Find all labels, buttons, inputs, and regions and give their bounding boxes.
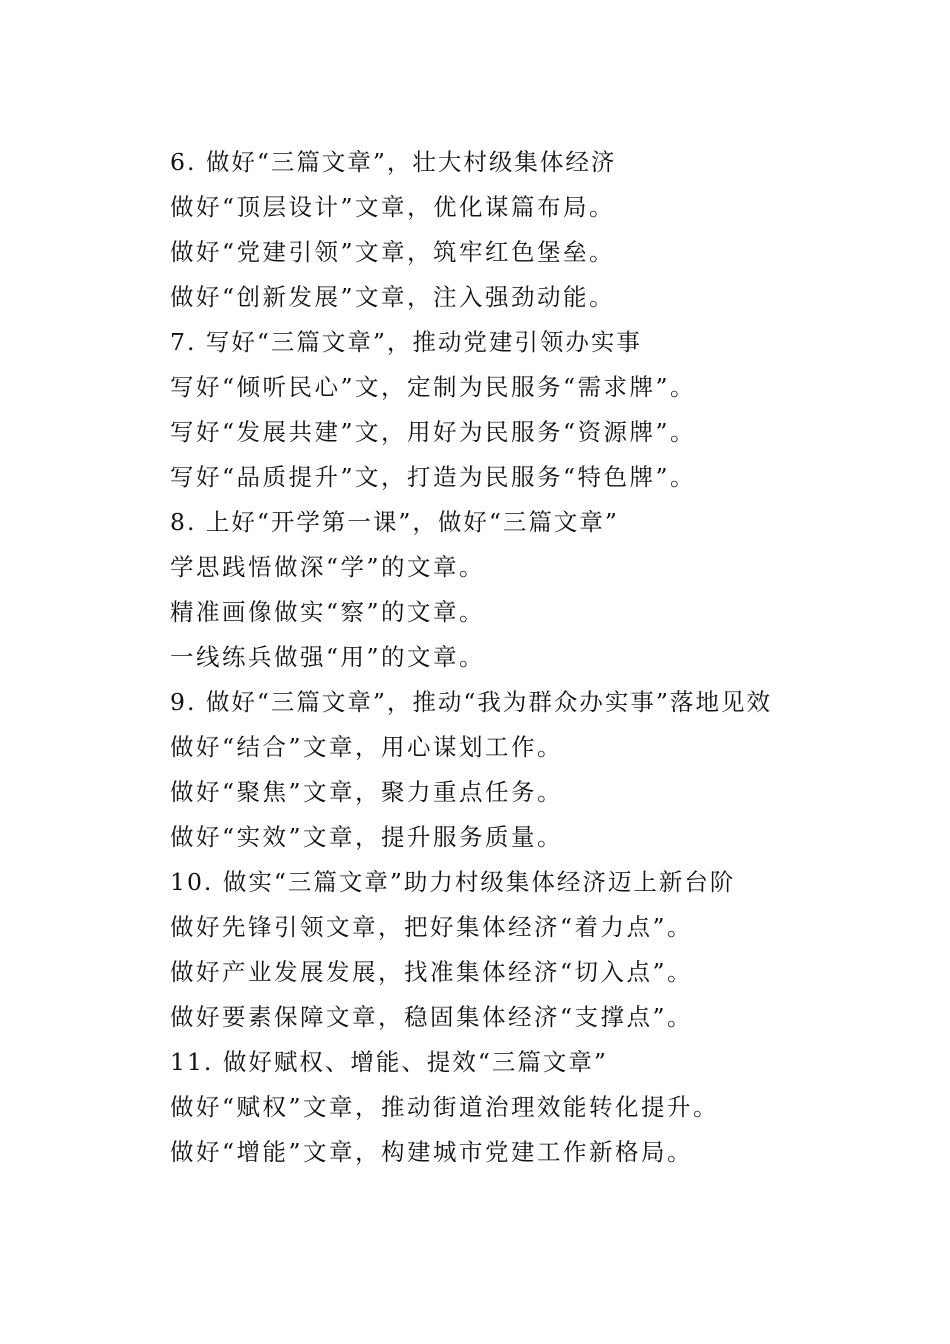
paragraph-line: 精准画像做实“察”的文章。 — [170, 598, 486, 626]
section-heading-11: 11. 做好赋权、增能、提效“三篇文章” — [170, 1048, 608, 1076]
paragraph-line: 做好“增能”文章，构建城市党建工作新格局。 — [170, 1138, 694, 1166]
paragraph-line: 做好“赋权”文章，推动街道治理效能转化提升。 — [170, 1093, 720, 1121]
section-heading-6: 6. 做好“三篇文章”，壮大村级集体经济 — [170, 148, 617, 176]
document-body — [170, 140, 870, 1175]
paragraph-line: 做好“顶层设计”文章，优化谋篇布局。 — [170, 193, 616, 221]
paragraph-line: 写好“品质提升”文，打造为民服务“特色牌”。 — [170, 463, 697, 491]
section-heading-8: 8. 上好“开学第一课”，做好“三篇文章” — [170, 508, 619, 536]
section-heading-9: 9. 做好“三篇文章”，推动“我为群众办实事”落地见效 — [170, 688, 772, 716]
section-heading-10: 10. 做实“三篇文章”助力村级集体经济迈上新台阶 — [170, 868, 736, 896]
section-heading-7: 7. 写好“三篇文章”，推动党建引领办实事 — [170, 328, 642, 356]
paragraph-line: 写好“发展共建”文，用好为民服务“资源牌”。 — [170, 418, 697, 446]
paragraph-line: 做好“实效”文章，提升服务质量。 — [170, 823, 564, 851]
paragraph-line: 做好“创新发展”文章，注入强劲动能。 — [170, 283, 616, 311]
paragraph-line: 做好先锋引领文章，把好集体经济“着力点”。 — [170, 913, 694, 941]
paragraph-line: 做好产业发展发展，找准集体经济“切入点”。 — [170, 958, 694, 986]
paragraph-line: 做好“结合”文章，用心谋划工作。 — [170, 733, 564, 761]
paragraph-line: 一线练兵做强“用”的文章。 — [170, 643, 486, 671]
paragraph-line: 做好“聚焦”文章，聚力重点任务。 — [170, 778, 564, 806]
paragraph-line: 做好要素保障文章，稳固集体经济“支撑点”。 — [170, 1003, 694, 1031]
paragraph-line: 做好“党建引领”文章，筑牢红色堡垒。 — [170, 238, 616, 266]
paragraph-line: 学思践悟做深“学”的文章。 — [170, 553, 486, 581]
paragraph-line: 写好“倾听民心”文，定制为民服务“需求牌”。 — [170, 373, 697, 401]
